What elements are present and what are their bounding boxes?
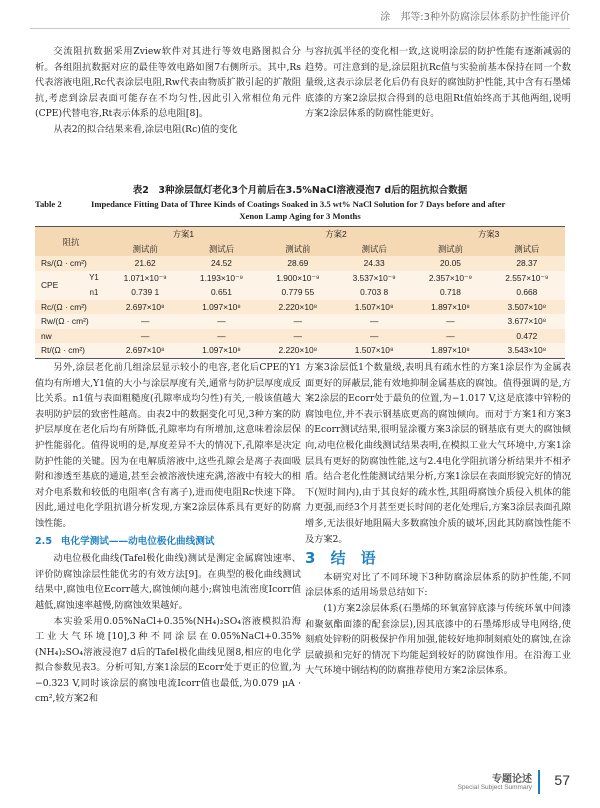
row-group-cpe: CPE xyxy=(35,271,81,300)
table-cell: 1.097×10⁸ xyxy=(183,343,259,358)
table-row xyxy=(35,300,565,315)
paragraph-tafel-results: 本实验采用0.05%NaCl+0.35%(NH₄)₂SO₄溶液模拟沿海工业大气环境[10],3种不同涂层在0.05%NaCl+0.35%(NH₄)₂SO₄溶液浸泡7 d后的Tafel极化曲线见图8,相应的电化学拟合参数见表3。分析可知,方案1涂层的Ecorr处于更正的位置,为−0.323 V,同时该涂层的腐蚀电流Icorr值也最低,为0.079 μA · cm²,较方案2和 xyxy=(35,615,301,705)
table-cell: 20.05 xyxy=(412,256,488,271)
row-label-rs: Rs/(Ω · cm²) xyxy=(35,256,107,271)
table-caption-en-line1: Impedance Fitting Data of Three Kinds of Coatings Soaked in 3.5 wt% NaCl Solution for 7 Days before and after xyxy=(91,199,506,209)
section-number: 3 xyxy=(305,549,316,568)
table-row xyxy=(35,314,565,329)
table-cell: 3.507×10⁸ xyxy=(489,300,565,315)
table-cell: 3.677×10⁸ xyxy=(489,314,565,329)
paragraph-tafel-intro: 动电位极化曲线(Tafel极化曲线)测试是测定金属腐蚀速率、评价防腐蚀涂层性能优劣的有效方法[9]。在典型的极化曲线测试结果中,腐蚀电位Ecorr越大,腐蚀倾向越小;腐蚀电流密度Icorr值越低,腐蚀速率越慢,防腐蚀效果越好。 xyxy=(35,553,301,611)
table-cell: — xyxy=(260,314,336,329)
table-cell: 1.897×10⁸ xyxy=(412,343,488,358)
row-label-y1: Y1 xyxy=(81,271,107,286)
table-caption-en xyxy=(35,198,565,222)
paragraph-cpe-analysis: 另外,涂层老化前几组涂层显示较小的电容,老化后CPE的Y1值均有所增大,Y1值的大小与涂层厚度有关,通常与防护层厚度成反比关系。n1值与表面粗糙度(孔隙率成均匀性)有关,一般该值越大表明防护层的致密性越高。由表2中的数据变化可见,3种方案的防护层厚度在老化后均有所降低,孔隙率均有所增加,这意味着涂层保护性能弱化。值得说明的是,厚度差异不大的情况下,孔隙率是决定防护性能的关键。因为在电解质溶液中,这些孔隙会是离子表面吸附和渗透至基底的通道,甚至会被溶液快速充满,溶液中有较大的相对介电系数和较低的电阻率(含有离子),进而使电阻Rc快速下降。因此,通过电化学阻抗谱分析发现,方案2涂层体系具有更好的防腐蚀性能。 xyxy=(35,362,301,529)
sub-before: 测试前 xyxy=(412,242,488,257)
paragraph-conclusion-intro: 本研究对比了不同环境下3种防腐涂层体系的防护性能,不同涂层体系的适用场景总结如下: xyxy=(305,571,571,599)
table-cell: 2.557×10⁻⁹ xyxy=(489,271,565,286)
table-cell: 24.52 xyxy=(183,256,259,271)
table-cell: 1.507×10⁸ xyxy=(336,300,412,315)
paragraph-table-intro: 从表2的拟合结果来看,涂层电阻(Rc)值的变化 xyxy=(53,123,238,135)
table-row xyxy=(35,256,565,271)
header-scheme-2: 方案2 xyxy=(260,227,413,242)
table-cell: 0.651 xyxy=(183,285,259,300)
table-cell: 2.697×10⁸ xyxy=(107,343,183,358)
running-header: 涂 邦等:3种外防腐涂层体系防护性能评价 xyxy=(380,12,570,23)
table-cell: — xyxy=(183,314,259,329)
top-left-column xyxy=(35,44,301,138)
footer-label-en: Special Subject Summary xyxy=(457,784,532,791)
paragraph-ecorr-analysis: 方案3涂层低1个数量级,表明具有疏水性的方案1涂层作为金属表面更好的屏蔽层,能有效地抑制金属基底的腐蚀。值得强调的是,方案2涂层的Ecorr处于最负的位置,为−1.017 V,这是底漆中锌粉的腐蚀电位,并不表示钢基底更高的腐蚀倾向。而对于方案1和方案3的Ecorr测试结果,很明显涂覆方案3涂层的钢基底有更大的腐蚀倾向,动电位极化曲线测试结果表明,在模拟工业大气环境中,方案1涂层具有更好的防腐蚀性能,这与2.4电化学阻抗谱分析结果并不相矛盾。结合老化性能测试结果分析,方案1涂层在表面形貌完好的情况下(短时间内),由于其良好的疏水性,其阻碍腐蚀介质侵入机体的能力更强,而经3个月甚至更长时间的老化处理后,方案3涂层表面孔隙增多,无法很好地阻隔大多数腐蚀介质的破坏,因此其防腐蚀性能不及方案2。 xyxy=(305,362,572,545)
table-cell: — xyxy=(183,329,259,344)
bottom-left-column xyxy=(35,360,301,707)
table-cell: — xyxy=(336,314,412,329)
sub-after: 测试后 xyxy=(183,242,259,257)
table-caption-en-line2: Xenon Lamp Aging for 3 Months xyxy=(239,211,361,221)
table-row xyxy=(35,271,565,286)
footer-label-cn: 专题论述 xyxy=(492,774,532,785)
table-cell: 0.739 1 xyxy=(107,285,183,300)
impedance-fitting-table xyxy=(35,226,565,359)
row-label-rc: Rc/(Ω · cm²) xyxy=(35,300,107,315)
section-2-5-heading xyxy=(35,534,301,550)
header-scheme-3: 方案3 xyxy=(412,227,565,242)
table-row xyxy=(35,343,565,358)
row-label-rw: Rw/(Ω · cm²) xyxy=(35,314,107,329)
sub-before: 测试前 xyxy=(107,242,183,257)
paragraph-conclusion-1: (1)方案2涂层体系(石墨烯的环氧富锌底漆与传统环氧中间漆和聚氨酯面漆的配套涂层),因其底漆中的石墨烯形成导电网络,使刻痕处锌粉的阴极保护作用加强,能较好地抑制刻痕处的腐蚀,在涂层破损和完好的情况下均能起到较好的防腐蚀作用。在沿海工业大气环境中钢结构的防腐推荐使用方案2涂层体系。 xyxy=(305,602,571,677)
table-cell: 1.900×10⁻⁹ xyxy=(260,271,336,286)
sub-after: 测试后 xyxy=(489,242,565,257)
table-header-row xyxy=(35,227,565,242)
table-cell: 1.097×10⁸ xyxy=(183,300,259,315)
table-cell: 1.193×10⁻⁹ xyxy=(183,271,259,286)
table-cell: — xyxy=(412,314,488,329)
row-label-n1: n1 xyxy=(81,285,107,300)
header-param: 阻抗 xyxy=(35,227,107,257)
page-number: 57 xyxy=(554,772,570,788)
table-cell: 3.537×10⁻⁹ xyxy=(336,271,412,286)
row-label-rt: Rt/(Ω · cm²) xyxy=(35,343,107,358)
table-cell: 1.507×10⁸ xyxy=(336,343,412,358)
section-title: 电化学测试——动电位极化曲线测试 xyxy=(60,535,215,547)
section-number: 2.5 xyxy=(35,535,52,547)
table-cell: 0.472 xyxy=(489,329,565,344)
table-cell: 0.703 8 xyxy=(336,285,412,300)
table-cell: 2.697×10⁸ xyxy=(107,300,183,315)
table-caption-en-label: Table 2 xyxy=(35,199,62,209)
table-cell: 21.62 xyxy=(107,256,183,271)
top-right-column xyxy=(305,44,571,122)
table-cell: — xyxy=(107,314,183,329)
table-cell: 1.071×10⁻⁹ xyxy=(107,271,183,286)
table-row xyxy=(35,329,565,344)
table-cell: 2.220×10⁸ xyxy=(260,300,336,315)
page-footer xyxy=(370,768,570,798)
sub-after: 测试后 xyxy=(336,242,412,257)
header-rule xyxy=(30,28,570,29)
paragraph-fitting-method: 交流阻抗数据采用Zview软件对其进行等效电路图拟合分析。各组阻抗数据对应的最佳等效电路如图7右侧所示。其中,Rs代表溶液电阻,Rc代表涂层电阻,Rw代表由物质扩散引起的扩散阻抗,考虑到涂层表面可能存在不均匀性,因此引入常相位角元件(CPE)代替电容,Rt表示体系的总电阻[8]。 xyxy=(35,46,301,120)
table-cell: — xyxy=(107,329,183,344)
table-cell: 0.668 xyxy=(489,285,565,300)
table-cell: 0.718 xyxy=(412,285,488,300)
footer-divider xyxy=(538,770,540,794)
sub-before: 测试前 xyxy=(260,242,336,257)
table-cell: 28.69 xyxy=(260,256,336,271)
table-cell: 24.33 xyxy=(336,256,412,271)
paragraph-rc-analysis: 与容抗弧半径的变化相一致,这说明涂层的防护性能有逐渐减弱的趋势。可注意到的是,涂层阻抗Rc值与实验前基本保持在同一个数量级,这表示涂层老化后仍有良好的腐蚀防护性能,其中含有石墨烯底漆的方案2涂层拟合得到的总电阻Rt值始终高于其他两组,说明方案2涂层体系的防腐性能更好。 xyxy=(305,46,571,120)
table-cell: 1.897×10⁸ xyxy=(412,300,488,315)
table-cell: 28.37 xyxy=(489,256,565,271)
table-cell: — xyxy=(412,329,488,344)
table-row xyxy=(35,285,565,300)
table-cell: — xyxy=(336,329,412,344)
table-cell: 2.357×10⁻⁹ xyxy=(412,271,488,286)
table-caption-cn: 表2 3种涂层氙灯老化3个月前后在3.5%NaCl溶液浸泡7 d后的阻抗拟合数据 xyxy=(132,185,468,196)
table-subheader-row xyxy=(35,242,565,257)
table-cell: 2.220×10⁸ xyxy=(260,343,336,358)
table-cell: 0.779 55 xyxy=(260,285,336,300)
table-cell: 3.543×10⁸ xyxy=(489,343,565,358)
bottom-right-column xyxy=(305,360,571,679)
row-label-nw: nw xyxy=(35,329,107,344)
table-cell: — xyxy=(260,329,336,344)
section-title: 结 语 xyxy=(330,549,376,568)
header-scheme-1: 方案1 xyxy=(107,227,260,242)
section-3-heading xyxy=(305,551,571,567)
